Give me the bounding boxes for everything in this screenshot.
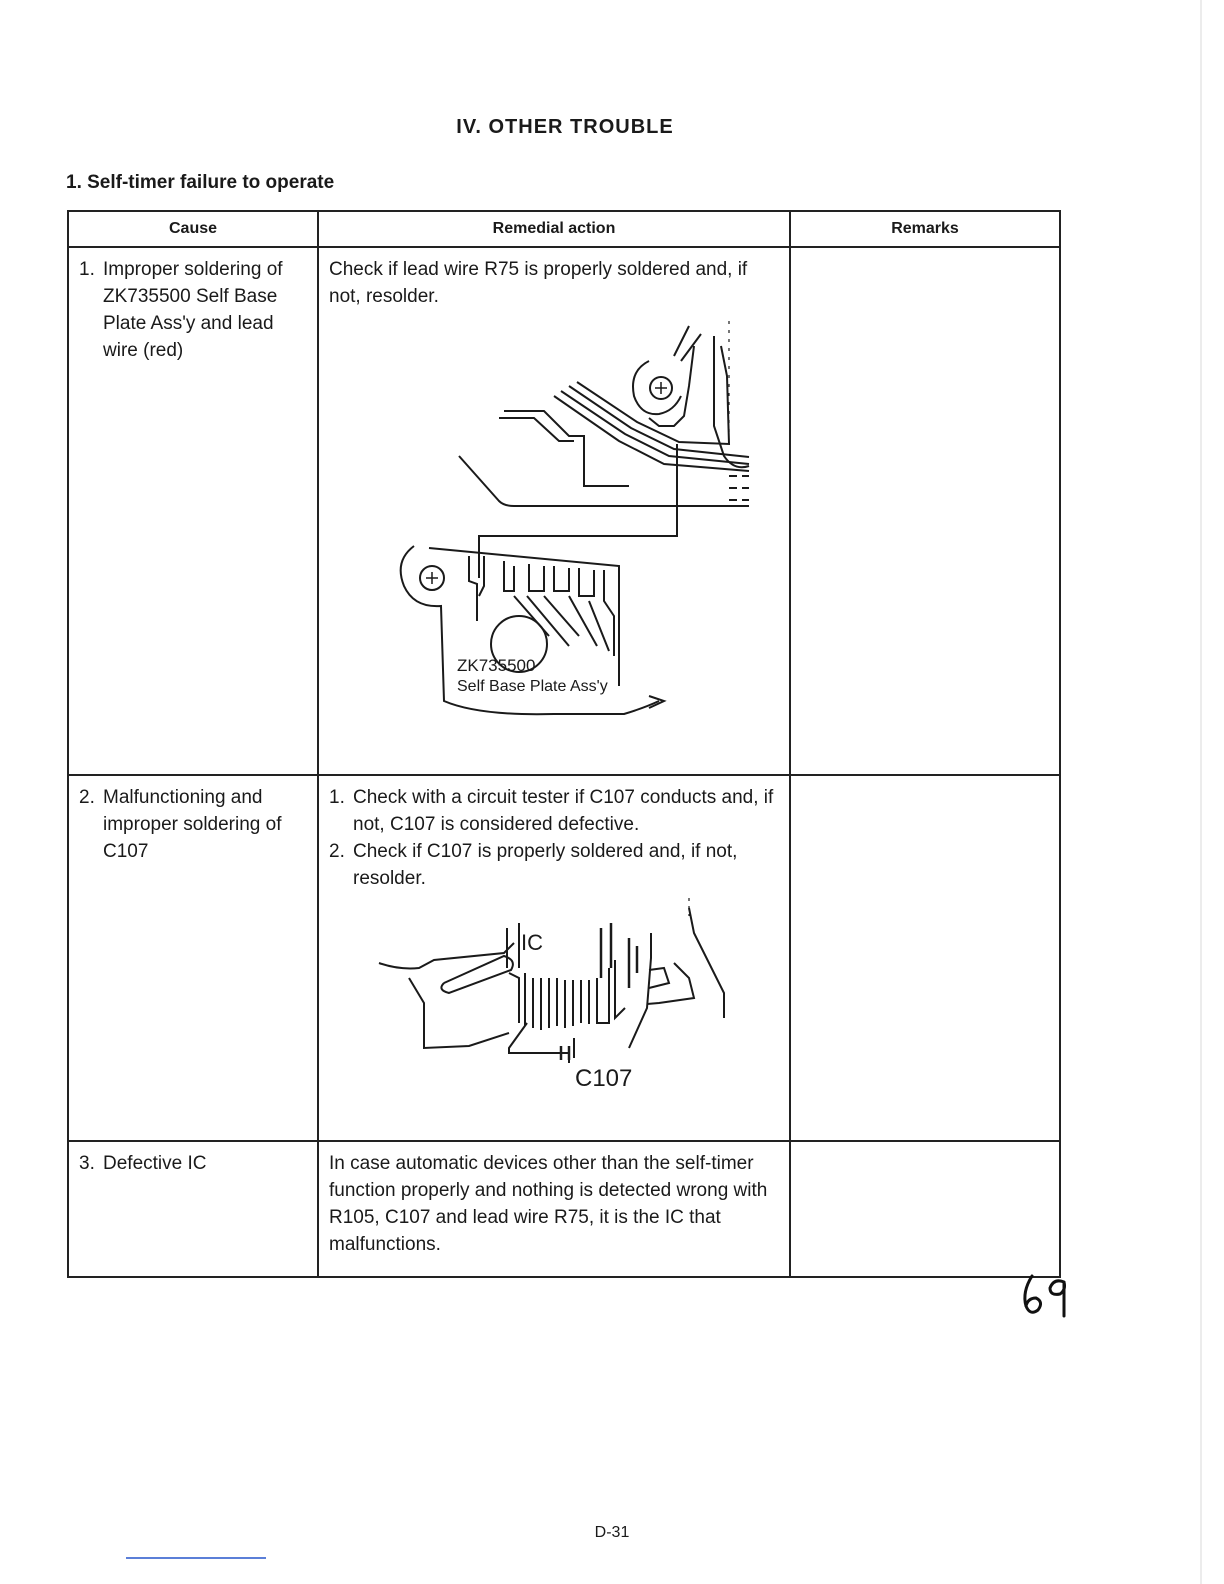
cause-number: 3. [79,1153,95,1174]
remedial-action-cell [318,1141,790,1277]
remedial-action-text: Check if lead wire R75 is properly soldered and, if not, resolder. [329,259,748,307]
header-remarks: Remarks [790,211,1060,247]
table-row [68,1141,1060,1277]
table-header-row [68,211,1060,247]
cause-number: 2. [79,787,95,808]
scan-edge-shadow [1200,0,1202,1584]
c107-ic-diagram [329,898,779,1098]
cause-cell [68,775,318,1141]
diagram-label-assembly: Self Base Plate Ass'y [457,678,608,695]
table-row [68,775,1060,1141]
handwritten-page-mark [1018,1272,1078,1322]
diagram-label-ic: IC [521,930,543,955]
cause-text: Defective IC [103,1153,207,1174]
remedial-action-cell [318,775,790,1141]
header-remedial-action: Remedial action [318,211,790,247]
page-number: D-31 [594,1524,630,1541]
cause-cell [68,247,318,775]
remedial-action-text: In case automatic devices other than the self-timer function properly and nothing is detected wrong with R105, C107 and lead wire R75, it is the IC that malfunctions. [329,1153,768,1255]
remedial-action-list [329,784,781,892]
self-base-plate-diagram [329,316,779,746]
diagram-label-capacitor: C107 [575,1065,633,1092]
section-title: 1. Self-timer failure to operate [66,172,335,193]
scan-artifact-line [126,1557,266,1559]
header-cause: Cause [68,211,318,247]
cause-text: Malfunctioning and improper soldering of C107 [103,787,282,862]
remedial-action-cell [318,247,790,775]
diagram-label-part-number: ZK735500 [457,656,536,675]
list-item: 2. Check if C107 is properly soldered and, if not, resolder. [329,841,738,889]
trouble-table [67,210,1061,1278]
remarks-cell [790,247,1060,775]
remarks-cell [790,775,1060,1141]
cause-number: 1. [79,259,95,280]
cause-text: Improper soldering of ZK735500 Self Base Plate Ass'y and lead wire (red) [103,259,283,361]
table-row [68,247,1060,775]
page-heading: IV. OTHER TROUBLE [456,116,674,138]
remarks-cell [790,1141,1060,1277]
cause-cell [68,1141,318,1277]
list-item: 1. Check with a circuit tester if C107 conducts and, if not, C107 is considered defective. [329,787,774,835]
